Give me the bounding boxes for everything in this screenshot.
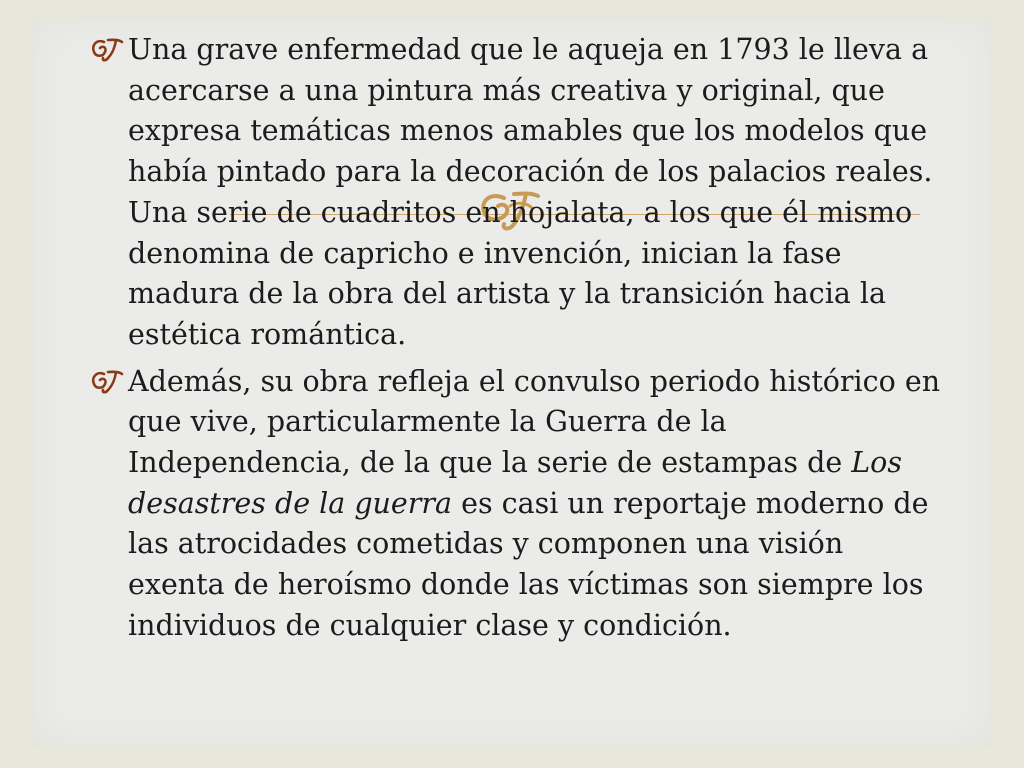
- list-item: [86, 362, 946, 647]
- bullet-text-before: Además, su obra refleja el convulso periodo histórico en que vive, particularmente la Guerra de la Independencia, de la que la serie de estampas de: [128, 364, 941, 480]
- bullet-list: [86, 30, 946, 653]
- bullet-flourish-icon: [88, 36, 124, 66]
- bullet-text-after: es casi un reportaje moderno de las atrocidades cometidas y componen una visión exenta de heroísmo donde las víctimas son siempre los individuos de cualquier clase y condición.: [128, 486, 929, 642]
- bullet-text: Una grave enfermedad que le aqueja en 1793 le lleva a acercarse a una pintura más creativa y original, que expresa temáticas menos amables que los modelos que había pintado para la decoración de los palacios reales. Una serie de cuadritos en hojalata, a los que él mismo denomina de capricho e invención, inician la fase madura de la obra del artista y la transición hacia la estética romántica.: [128, 33, 933, 351]
- bullet-flourish-icon: [88, 368, 124, 398]
- artwork-title: Los desastres de la guerra: [128, 446, 902, 520]
- list-item: [86, 30, 946, 356]
